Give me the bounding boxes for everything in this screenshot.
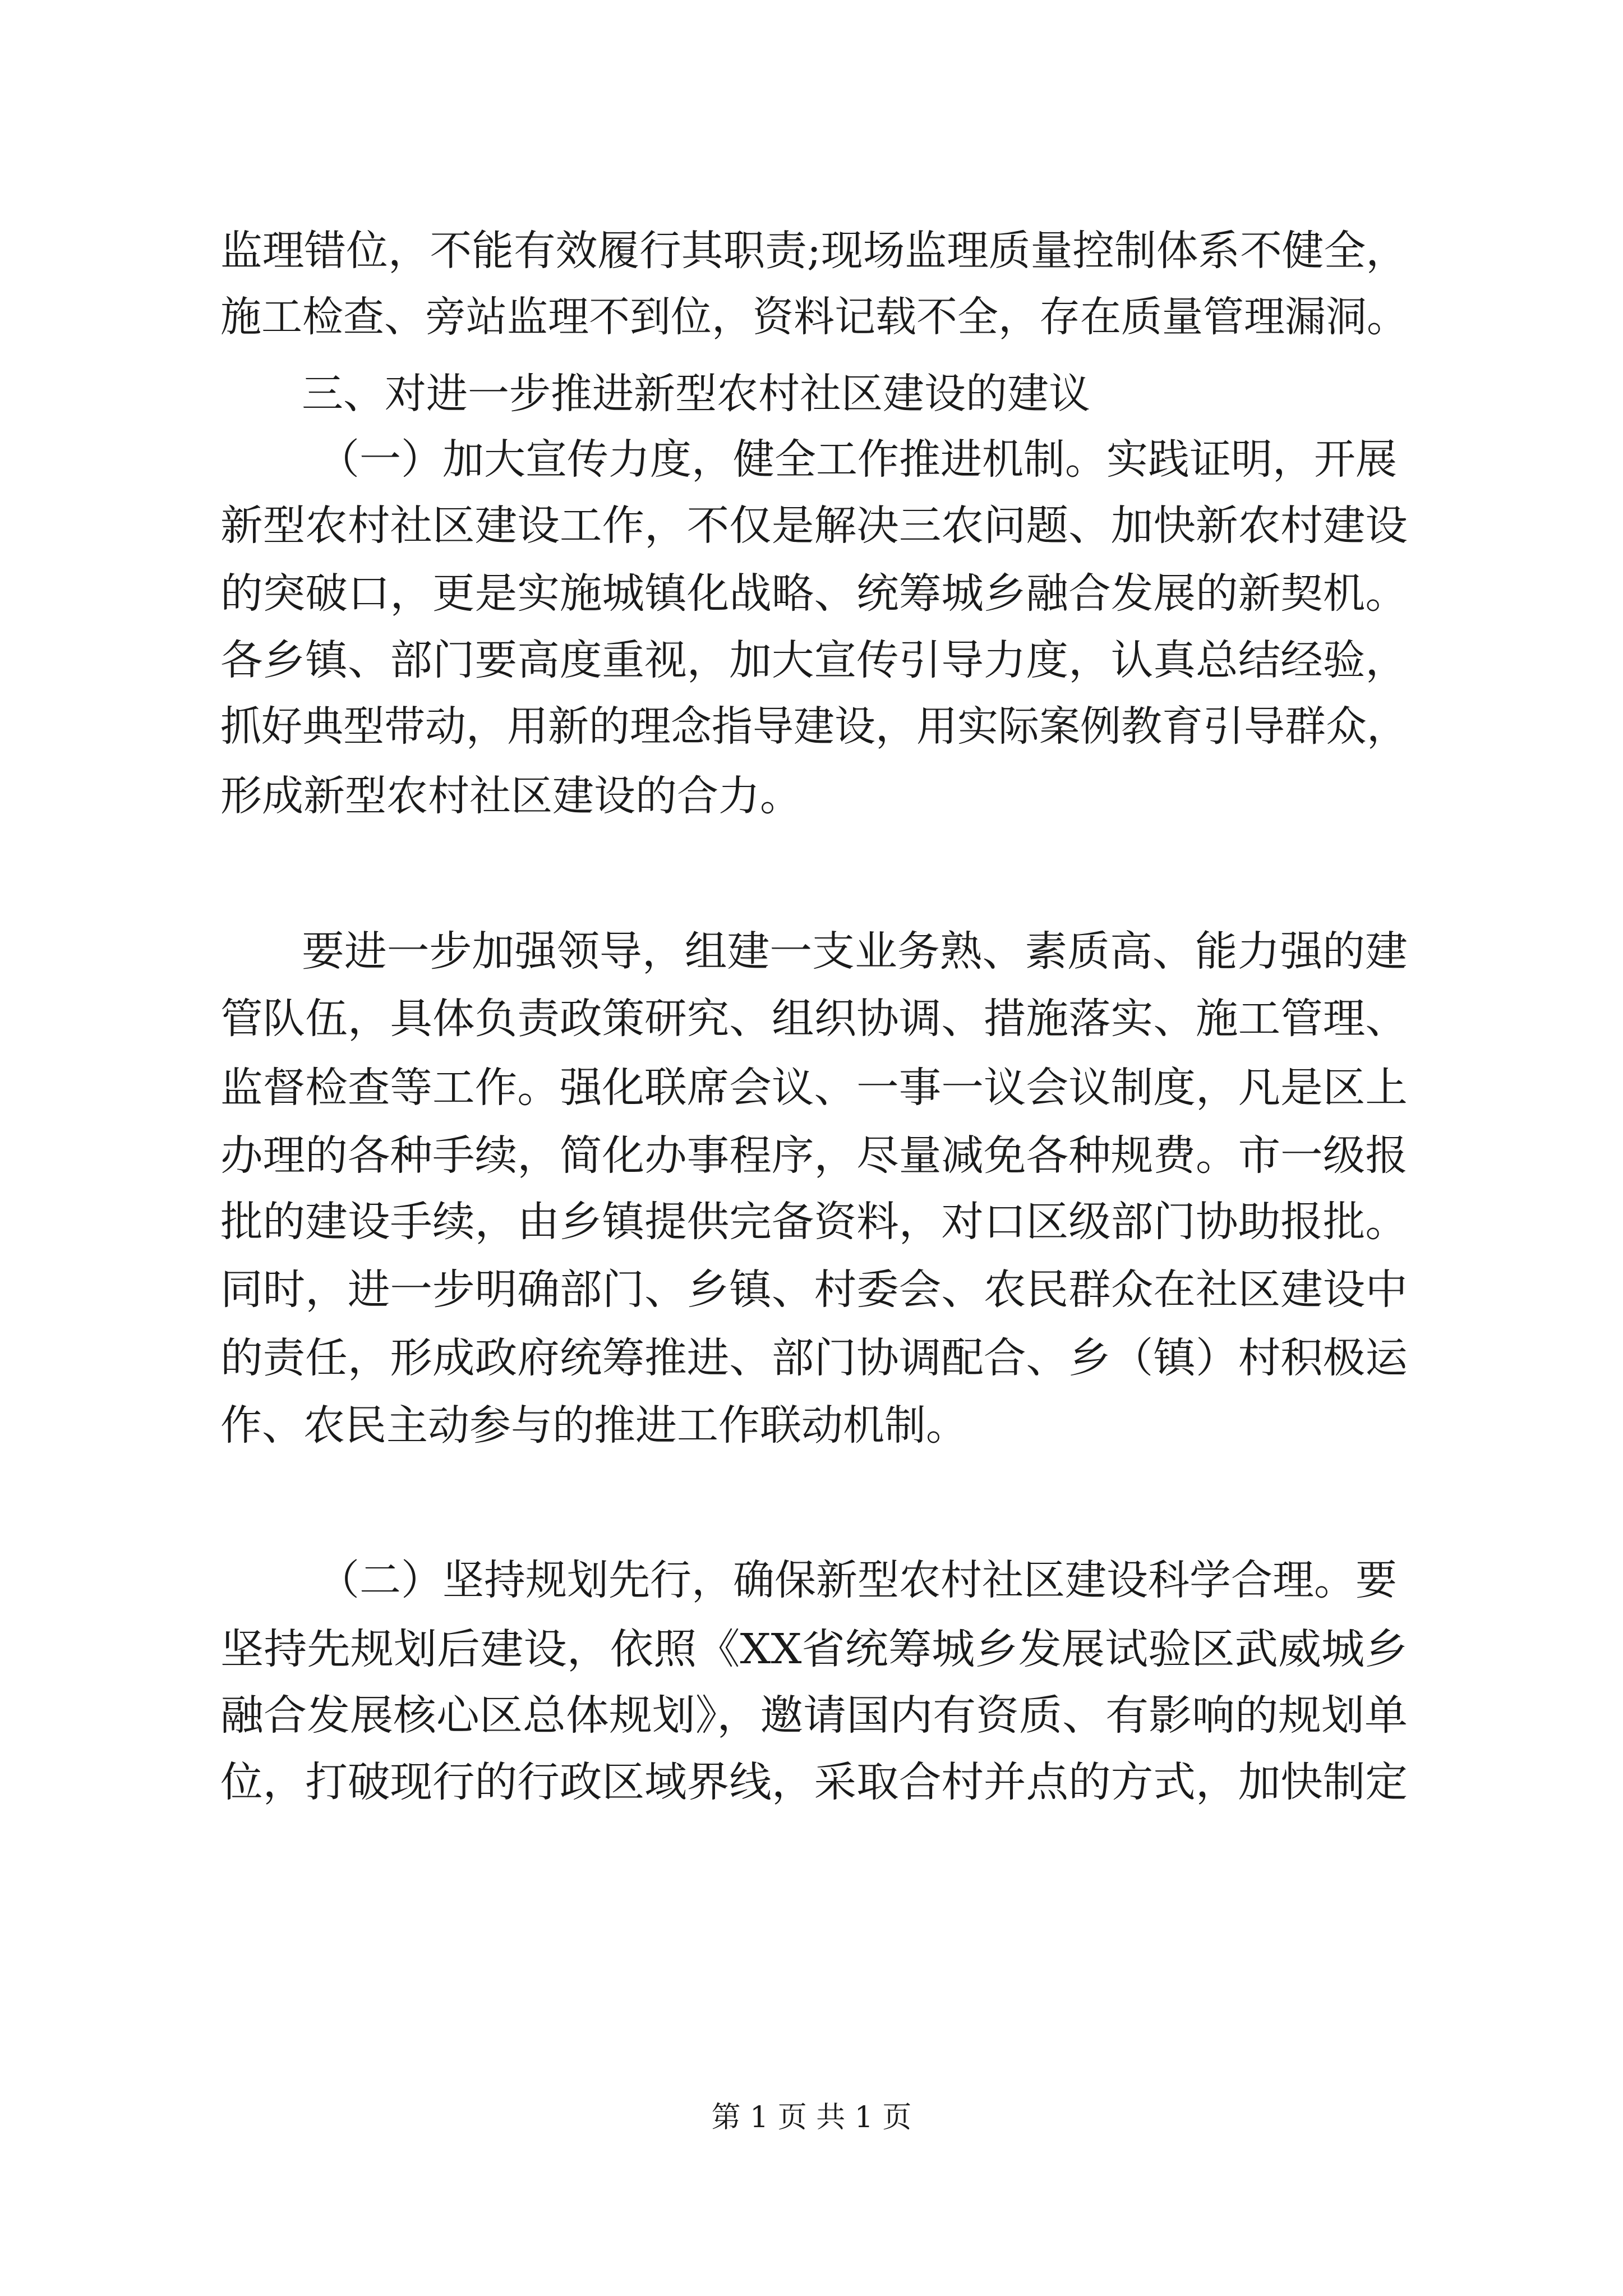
text-line: 要进一步加强领导，组建一支业务熟、素质高、能力强的建 [302,927,1408,976]
text-line: 位，打破现行的行政区域界线，采取合村并点的方式，加快制定 [220,1758,1408,1806]
text-line: 各乡镇、部门要高度重视，加大宣传引导力度，认真总结经验， [220,636,1408,684]
text-line: 监理错位，不能有效履行其职责;现场监理质量控制体系不健全， [220,227,1408,275]
text-line: 坚持先规划后建设，依照《XX省统筹城乡发展试验区武威城乡 [220,1625,1408,1673]
text-line: 批的建设手续，由乡镇提供完备资料，对口区级部门协助报批。 [220,1198,1408,1246]
text-line: 办理的各种手续，简化办事程序，尽量减免各种规费。市一级报 [220,1131,1408,1180]
text-line: （二）坚持规划先行，确保新型农村社区建设科学合理。要 [318,1556,1397,1604]
page-number-footer: 第 1 页 共 1 页 [711,2101,912,2134]
text-line: 施工检查、旁站监理不到位，资料记载不全，存在质量管理漏洞。 [220,293,1408,341]
text-line: （一）加大宣传力度，健全工作推进机制。实践证明，开展 [318,435,1397,484]
section-heading: 三、对进一步推进新型农村社区建设的建议 [302,370,1090,418]
text-line: 的突破口，更是实施城镇化战略、统筹城乡融合发展的新契机。 [220,569,1408,618]
text-line: 作、农民主动参与的推进工作联动机制。 [220,1401,967,1450]
text-line: 同时，进一步明确部门、乡镇、村委会、农民群众在社区建设中 [220,1266,1408,1314]
text-line: 形成新型农村社区建设的合力。 [220,772,801,820]
text-line: 融合发展核心区总体规划》，邀请国内有资质、有影响的规划单 [220,1691,1408,1740]
text-line: 的责任，形成政府统筹推进、部门协调配合、乡（镇）村积极运 [220,1334,1408,1382]
text-line: 监督检查等工作。强化联席会议、一事一议会议制度，凡是区上 [220,1064,1408,1112]
text-line: 抓好典型带动，用新的理念指导建设，用实际案例教育引导群众， [220,702,1408,751]
text-line: 管队伍，具体负责政策研究、组织协调、措施落实、施工管理、 [220,995,1408,1043]
text-line: 新型农村社区建设工作，不仅是解决三农问题、加快新农村建设 [220,501,1408,550]
